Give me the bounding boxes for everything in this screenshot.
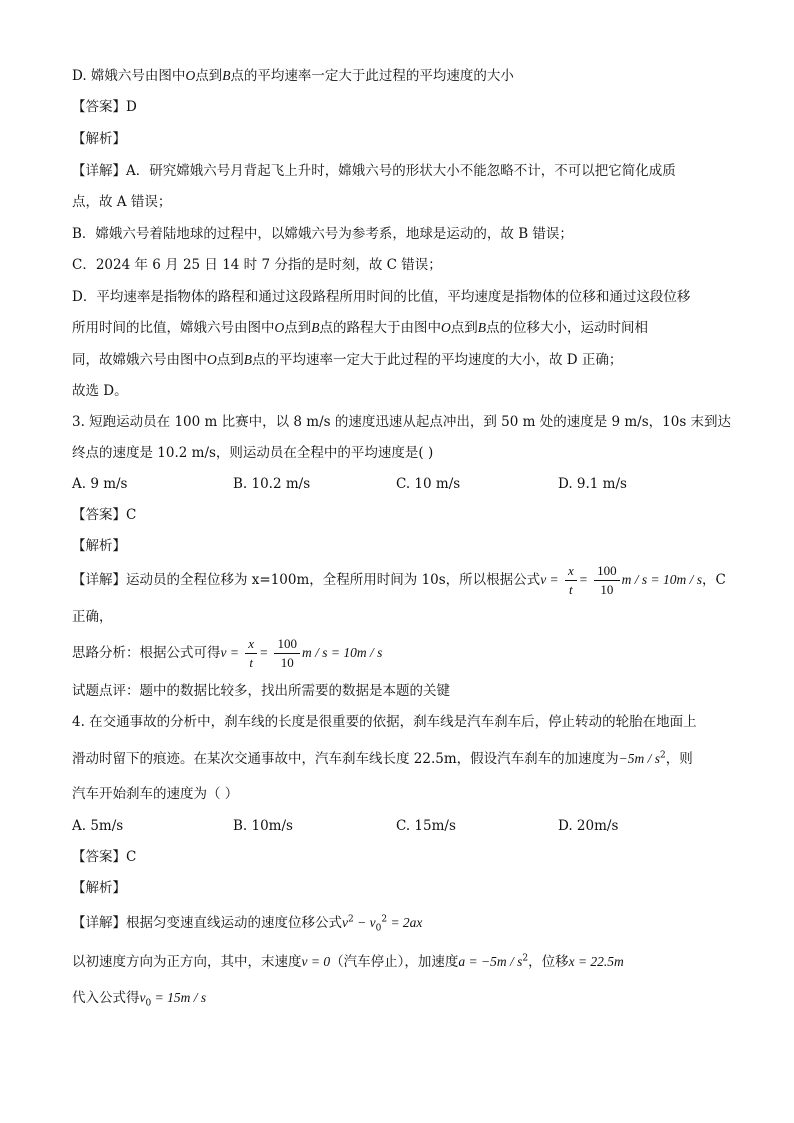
- fraction-x-over-t: [245, 635, 257, 672]
- text: 【详解】根据匀变速直线运动的速度位移公式: [72, 915, 342, 931]
- text: ，C: [702, 572, 726, 588]
- numerator: x: [565, 562, 577, 581]
- subscript: 0: [145, 998, 152, 1009]
- text: 点到: [216, 352, 244, 368]
- formula-v: v =: [540, 572, 559, 587]
- denominator: t: [249, 655, 253, 670]
- equals: =: [578, 572, 588, 587]
- text: 滑动时留下的痕迹。在某次交通事故中，汽车刹车线长度 22.5m，假设汽车刹车的加速度为: [72, 751, 619, 767]
- denominator: t: [569, 582, 573, 597]
- question-3-text: 终点的速度是 10.2 m/s，则运动员在全程中的平均速度是( ): [72, 445, 434, 461]
- option-d: D. 20m/s: [558, 818, 619, 834]
- idea-analysis-line: [72, 635, 382, 672]
- text: 所用时间的比值，嫦娥六号由图中: [72, 320, 275, 336]
- option-c: C. 10 m/s: [396, 476, 461, 492]
- option-b: B. 10m/s: [233, 818, 293, 834]
- text: 点的位移大小，运动时间相: [486, 320, 648, 336]
- text: 以初速度方向为正方向，其中，末速度: [72, 954, 302, 970]
- formula-result: m / s = 10m / s: [621, 572, 703, 587]
- detail-line-with-formula: [72, 988, 206, 1008]
- italic-b: B: [222, 68, 231, 83]
- exponent: 2: [522, 953, 529, 964]
- fraction-100-over-10: [274, 635, 300, 672]
- formula-v0: − v: [353, 915, 376, 930]
- text: 点的路程大于由图中: [319, 320, 441, 336]
- option-d: D. 9.1 m/s: [558, 476, 627, 492]
- answer-label: 【答案】D: [72, 99, 137, 115]
- text: ，位移: [528, 954, 569, 970]
- text: （汽车停止），加速度: [330, 954, 459, 970]
- italic-o: O: [185, 68, 196, 83]
- text: 【详解】运动员的全程位移为 x=100m，全程所用时间为 10s，所以根据公式: [72, 572, 541, 588]
- italic-b: B: [477, 320, 486, 335]
- formula-v: v: [139, 990, 146, 1005]
- option-a: A. 5m/s: [72, 818, 124, 834]
- detail-line-with-formula: [72, 952, 624, 972]
- numerator: 100: [274, 635, 300, 654]
- answer-label: 【答案】C: [72, 507, 137, 523]
- answer-label: 【答案】C: [72, 849, 137, 865]
- detail-line-with-formula: [72, 562, 726, 599]
- analysis-label: 【解析】: [72, 880, 126, 896]
- analysis-label: 【解析】: [72, 538, 126, 554]
- fraction-x-over-t: [565, 562, 577, 599]
- text: ，则: [665, 751, 693, 767]
- question-4-text: 4. 在交通事故的分析中，刹车线的长度是很重要的依据，刹车线是汽车刹车后，停止转动的轮胎在地面上: [72, 714, 697, 730]
- formula-acceleration: −5m / s: [618, 751, 661, 766]
- formula-v: v =: [220, 645, 239, 660]
- detail-line: B．嫦娥六号着陆地球的过程中，以嫦娥六号为参考系，地球是运动的，故 B 错误；: [72, 226, 573, 242]
- exponent: 2: [660, 750, 666, 761]
- numerator: x: [245, 635, 257, 654]
- text: 代入公式得: [72, 990, 140, 1006]
- formula-rhs: = 2ax: [387, 915, 423, 930]
- text: 点的平均速率一定大于此过程的平均速度的大小: [230, 68, 514, 84]
- detail-line: [72, 350, 622, 370]
- analysis-label: 【解析】: [72, 131, 126, 147]
- text: D. 嫦娥六号由图中: [72, 68, 186, 84]
- comment-line: 试题点评：题中的数据比较多，找出所需要的数据是本题的关键: [72, 683, 450, 699]
- equals: =: [259, 645, 269, 660]
- exponent: 2: [348, 914, 354, 925]
- denominator: 10: [600, 582, 614, 597]
- option-a: A. 9 m/s: [72, 476, 128, 492]
- detail-line-with-formula: [72, 913, 422, 933]
- denominator: 10: [280, 655, 294, 670]
- text: 点到: [284, 320, 312, 336]
- italic-o: O: [441, 320, 451, 335]
- subscript: 0: [375, 923, 382, 934]
- text: 点的平均速率一定大于此过程的平均速度的大小，故 D 正确；: [252, 352, 623, 368]
- formula-final-velocity: v = 0: [301, 954, 331, 969]
- question-3-text: 3. 短跑运动员在 100 m 比赛中，以 8 m/s 的速度迅速从起点冲出，到 50 m 处的速度是 9 m/s，10s 末到达: [72, 414, 732, 430]
- text: 同，故嫦娥六号由图中: [72, 352, 207, 368]
- detail-line: 点，故 A 错误；: [72, 194, 172, 210]
- italic-o: O: [207, 352, 217, 367]
- numerator: 100: [594, 562, 620, 581]
- question-4-text: 汽车开始刹车的速度为（ ）: [72, 786, 239, 802]
- italic-o: O: [274, 320, 285, 335]
- italic-b: B: [311, 320, 320, 335]
- italic-b: B: [243, 352, 252, 367]
- text: 点到: [450, 320, 478, 336]
- text: 思路分析：根据公式可得: [72, 645, 221, 661]
- detail-line: C．2024 年 6 月 25 日 14 时 7 分指的是时刻，故 C 错误；: [72, 257, 442, 273]
- option-c: C. 15m/s: [396, 818, 456, 834]
- formula-displacement: x = 22.5m: [568, 954, 624, 969]
- fraction-100-over-10: [594, 562, 620, 599]
- formula-result: = 15m / s: [151, 990, 207, 1005]
- detail-line: D．平均速率是指物体的路程和通过这段路程所用时间的比值，平均速度是指物体的位移和通过这段位移: [72, 289, 691, 305]
- formula-result: m / s = 10m / s: [301, 645, 383, 660]
- question-4-text: [72, 749, 693, 769]
- formula-acceleration: a = −5m / s: [458, 954, 523, 969]
- formula-v: v: [342, 915, 348, 930]
- option-d-line: [72, 66, 514, 86]
- detail-line: 故选 D。: [72, 383, 128, 399]
- text: 点到: [195, 68, 223, 84]
- detail-line: [72, 318, 648, 338]
- detail-line: 【详解】A．研究嫦娥六号月背起飞上升时，嫦娥六号的形状大小不能忽略不计，不可以把它简化成质: [72, 163, 676, 179]
- option-b: B. 10.2 m/s: [233, 476, 311, 492]
- detail-line: 正确，: [72, 609, 113, 625]
- exponent: 2: [381, 914, 388, 925]
